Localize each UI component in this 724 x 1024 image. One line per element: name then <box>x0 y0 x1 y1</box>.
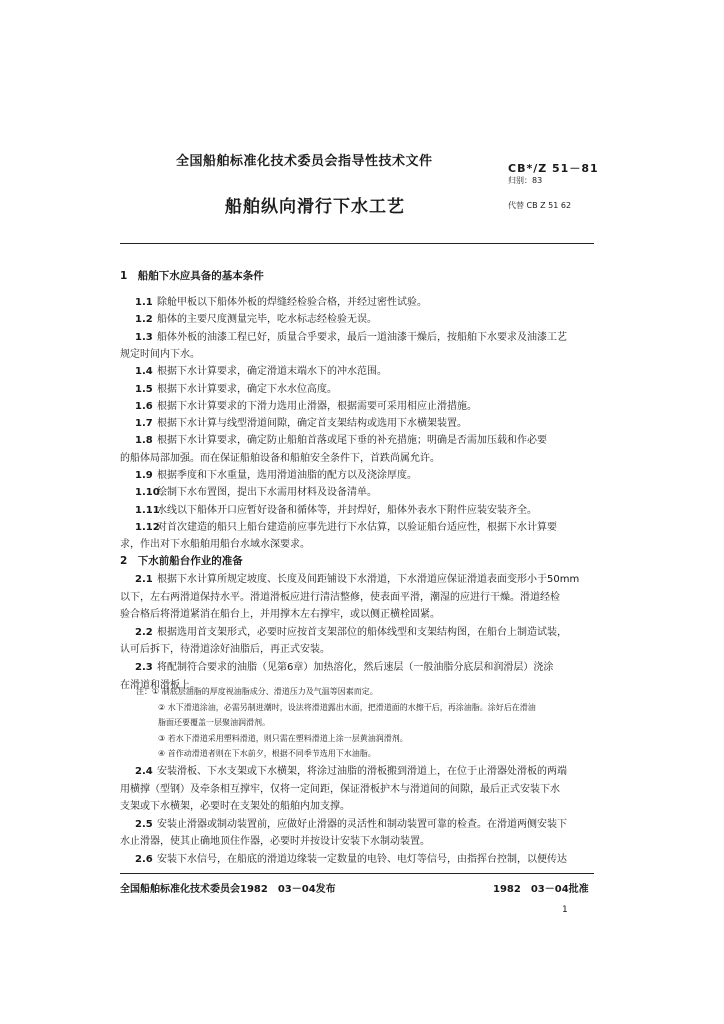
clause-number: 1.12 <box>135 521 160 533</box>
paragraph-line <box>135 623 567 638</box>
clause-text: 根据选用首支架形式，必要时应按首支架部位的船体线型和支架结构图，在船台上制造试装， <box>157 626 567 638</box>
clause-text: 安装滑板、下水支架或下水横架，将涂过油脂的滑板搬到滑道上，在位于止滑器处滑板的两端 <box>157 766 567 777</box>
clause-number: 1.5 <box>135 383 153 395</box>
clause-text: 支架或下水横架，必要时在支架处的船舶内加支撑。 <box>120 801 350 813</box>
paragraph-line <box>120 797 350 812</box>
clause-text: 根据下水计算要求，确定下水水位高度。 <box>157 383 337 395</box>
clause-number: 1.6 <box>135 400 153 412</box>
classification-number: 归别：83 <box>508 176 543 185</box>
paragraph-line <box>120 605 440 620</box>
clause-text: 除舱甲板以下船体外板的焊缝经检验合格，并经过密性试验。 <box>157 297 427 308</box>
clause-text: 在滑道和滑板上。 <box>120 679 200 691</box>
paragraph-line <box>135 310 377 325</box>
clause-text: 以下，左右两滑道保持水平。滑道滑板应进行清洁整修，使表面平滑，潮湿的应进行干燥。滑道经检 <box>120 591 560 603</box>
paragraph-line <box>135 501 537 516</box>
note-line: 注：① 制底层油脂的厚度视油脂成分、滑道压力及气温等因素而定。 <box>136 687 378 696</box>
note-line: ③ 若水下滑道采用塑料滑道，则只需在塑料滑道上涂一层黄油润滑剂。 <box>158 733 408 743</box>
clause-text: 根据季度和下水重量，选用滑道油脂的配方以及浇涂厚度。 <box>157 470 417 481</box>
paragraph-line <box>120 640 330 655</box>
paragraph-line <box>135 466 417 481</box>
standard-number: CB*/Z 51－81 <box>508 162 599 175</box>
clause-text: 水线以下船体开口应暂好设备和循体等，并封焊好，船体外表水下附件应装安装齐全。 <box>157 504 537 516</box>
clause-number: 2.6 <box>135 854 153 865</box>
paragraph-line <box>135 483 377 498</box>
clause-number: 2.4 <box>135 766 153 777</box>
clause-text: 规定时间内下水。 <box>120 348 200 360</box>
clause-number: 1.10 <box>135 487 160 499</box>
paragraph-line <box>135 414 467 429</box>
paragraph-line <box>120 780 560 795</box>
paragraph-line <box>135 293 427 308</box>
footer-rule <box>120 873 594 874</box>
paragraph-line <box>135 397 477 412</box>
clause-text: 的船体局部加强。而在保证船舶设备和船舶安全条件下，首跌尚属允许。 <box>120 452 440 464</box>
clause-text: 求，作出对下水船舶用船台水域水深要求。 <box>120 539 310 551</box>
clause-text: 根据下水计算要求的下滑力选用止滑器，根据需要可采用相应止滑措施。 <box>157 400 477 412</box>
clause-text: 根据下水计算所规定坡度、长度及间距铺设下水滑道，下水滑道应保证滑道表面变形小于50mm <box>157 574 580 585</box>
clause-text: 船体的主要尺度测量完毕，吃水标志经检验无误。 <box>157 314 377 326</box>
clause-number: 2.5 <box>135 818 153 830</box>
clause-text: 安装下水信号，在船底的滑道边缘装一定数量的电铃、电灯等信号，由指挥台控制，以便传达 <box>157 854 567 865</box>
paragraph-line <box>135 762 567 777</box>
clause-number: 1.11 <box>135 504 160 516</box>
clause-text: 根据下水计算与线型滑道间隙，确定首支架结构或选用下水横架装置。 <box>157 418 467 430</box>
clause-text: 安装止滑器或制动装置前，应做好止滑器的灵活性和制动装置可靠的检查。在滑道两侧安装下 <box>157 818 567 830</box>
paragraph-line <box>135 570 579 585</box>
section-heading-2: 2 下水前船台作业的准备 <box>120 555 243 567</box>
document-title: 船舶纵向滑行下水工艺 <box>225 197 405 217</box>
issued-statement: 全国船舶标准化技术委员会1982 03－04发布 <box>120 884 336 895</box>
paragraph-line <box>135 431 547 446</box>
clause-text: 将配制符合要求的油脂（见第6章）加热溶化，然后速层（一般油脂分底层和润滑层）浇涂 <box>157 662 554 673</box>
clause-text: 绘制下水布置图，提出下水需用材料及设备清单。 <box>157 487 377 499</box>
clause-number: 2.3 <box>135 662 153 673</box>
paragraph-line <box>120 832 430 847</box>
paragraph-line <box>135 658 553 673</box>
clause-text: 根据下水计算要求，确定滑道末端水下的冲水范围。 <box>157 366 387 378</box>
clause-number: 1.8 <box>135 435 153 447</box>
clause-number: 1.9 <box>135 470 153 481</box>
clause-text: 验合格后将滑道紧消在船台上，并用撑木左右撑牢，或以侧正横栓固紧。 <box>120 609 440 621</box>
paragraph-line <box>135 850 567 865</box>
approved-statement: 1982 03－04批准 <box>493 884 589 895</box>
paragraph-line <box>135 362 387 377</box>
clause-text: 对首次建造的船只上船台建造前应事先进行下水估算，以验证船台适应性，根据下水计算要 <box>157 521 557 533</box>
clause-number: 2.1 <box>135 574 153 585</box>
header-rule <box>120 243 594 244</box>
paragraph-line <box>120 535 310 550</box>
section-heading-1: 1 船舶下水应具备的基本条件 <box>120 270 264 282</box>
replaces-standard: 代替 CB Z 51 62 <box>508 201 572 210</box>
paragraph-line <box>120 449 440 464</box>
clause-number: 1.4 <box>135 366 153 378</box>
clause-number: 1.2 <box>135 314 153 326</box>
issuing-organization: 全国船舶标准化技术委员会指导性技术文件 <box>176 154 433 169</box>
paragraph-line <box>120 588 560 603</box>
clause-number: 1.3 <box>135 331 153 343</box>
note-line: ② 水下滑道涂油，必需另制进潮时，设法将滑道露出水面，把滑道面的水擦干后，再涂油脂。涂好后在滑油 <box>158 702 536 712</box>
clause-text: 根据下水计算要求，确定防止船舶首落或尾下垂的补充措施；明确是否需加压载和作必要 <box>157 435 547 447</box>
clause-text: 用横撑（型钢）及牵条相互撑牢，仅将一定间距，保证滑板护木与滑道间的间隙，最后正式安装下水 <box>120 783 560 795</box>
paragraph-line <box>135 815 567 830</box>
clause-text: 船体外板的油漆工程已好，质量合乎要求，最后一道油漆干燥后，按船舶下水要求及油漆工艺 <box>157 331 567 343</box>
page-number: 1 <box>562 905 568 915</box>
note-line: 脂面还要覆盖一层聚油润滑剂。 <box>158 718 270 727</box>
clause-text: 水止滑器，使其止确地顶住作器，必要时并按设计安装下水制动装置。 <box>120 836 430 848</box>
paragraph-line <box>135 328 567 343</box>
paragraph-line <box>135 380 337 395</box>
paragraph-line <box>120 345 200 360</box>
paragraph-line <box>135 518 557 533</box>
clause-text: 认可后拆下，待滑道涂好油脂后，再正式安装。 <box>120 644 330 656</box>
clause-number: 1.7 <box>135 418 153 430</box>
clause-number: 2.2 <box>135 626 153 638</box>
note-line: ④ 首作动滑道者则在下水前夕，根据不同季节选用下水油脂。 <box>158 749 376 758</box>
clause-number: 1.1 <box>135 297 153 308</box>
